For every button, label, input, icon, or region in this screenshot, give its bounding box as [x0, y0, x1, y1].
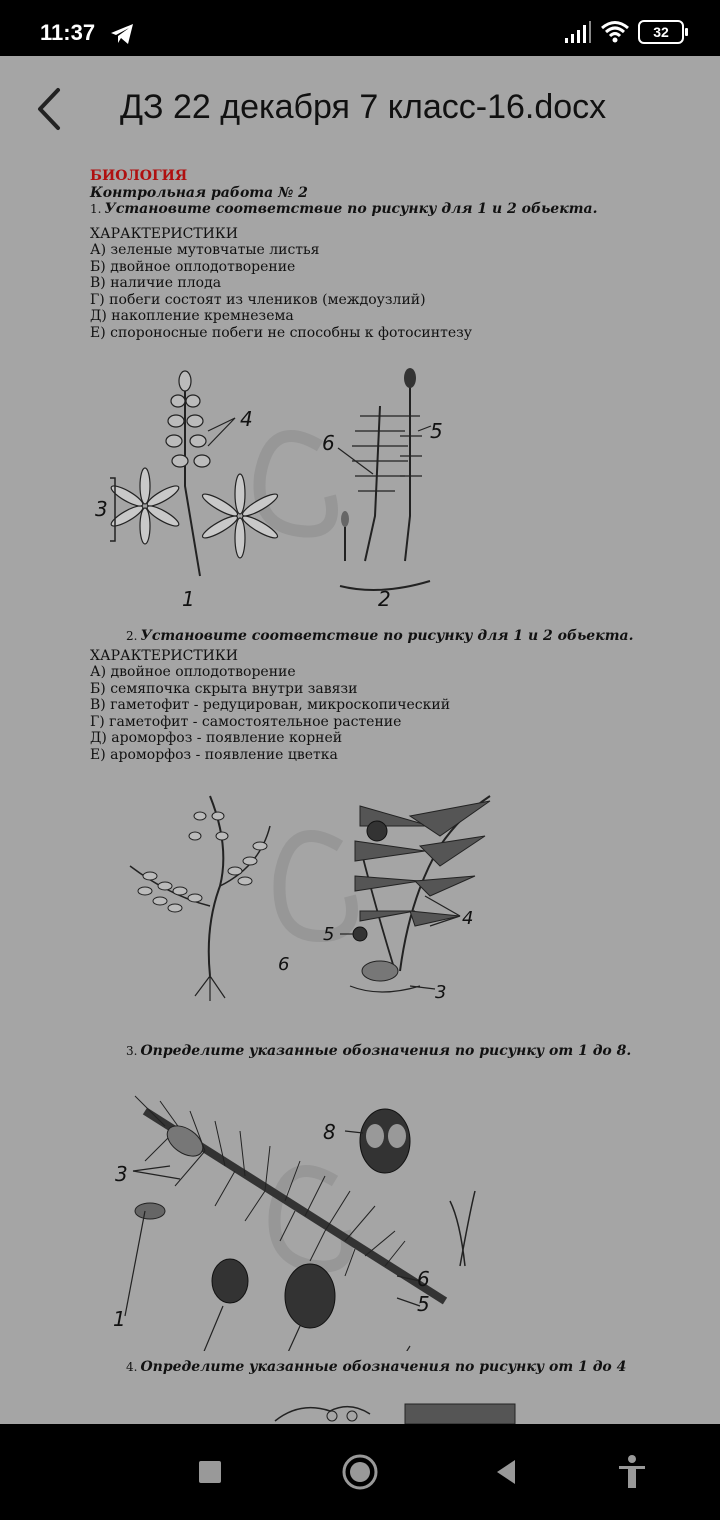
question-1: [90, 201, 650, 218]
list-item: А) зеленые мутовчатые листья: [90, 242, 320, 258]
list-item: Г) гаметофит - самостоятельное растение: [90, 713, 402, 730]
figure-label: 3: [435, 982, 447, 1003]
viewer-header: [0, 56, 720, 164]
question-number: 3.: [126, 1044, 138, 1058]
list-item: Б) двойное оплодотворение: [90, 258, 296, 275]
list-item: Е) ароморфоз - появление цветка: [90, 746, 338, 763]
figure-label: 5: [430, 419, 443, 443]
signal-icon: [564, 20, 592, 44]
status-bar: [0, 0, 720, 56]
battery-indicator: 32: [638, 20, 684, 44]
recents-button[interactable]: [188, 1450, 232, 1494]
list-item: Е) спороносные побеги не способны к фотосинтезу: [90, 324, 472, 341]
wifi-icon: [600, 20, 630, 44]
question-number: 2.: [126, 629, 138, 643]
question-text: Установите соответствие по рисунку для 1 и 2 обьекта.: [104, 201, 598, 217]
question-2-block: [90, 628, 650, 763]
list-item: Б) семяпочка скрыта внутри завязи: [90, 680, 358, 697]
document-viewer[interactable]: [0, 56, 720, 1424]
question-text: Установите соответствие по рисунку для 1 и 2 обьекта.: [140, 628, 634, 644]
question-text: Определите указанные обозначения по рисунку от 1 до 8.: [140, 1043, 632, 1059]
figure-vetch-fern: [110, 786, 510, 1006]
question-number: 1.: [90, 202, 102, 216]
status-time: 11:37: [40, 20, 96, 45]
list-item: Д) ароморфоз - появление корней: [90, 730, 343, 746]
figure-label: 6: [417, 1267, 430, 1291]
figure-label: 4: [462, 908, 474, 929]
telegram-icon: [108, 20, 136, 48]
characteristics-list-2: [90, 648, 650, 764]
figure-label: 3: [115, 1162, 128, 1186]
list-heading: ХАРАКТЕРИСТИКИ: [90, 225, 238, 242]
list-item: В) гаметофит - редуцирован, микроскопический: [90, 697, 451, 713]
figure-label: 5: [323, 924, 335, 945]
question-number: 4.: [126, 1360, 138, 1374]
figure-label: 6: [322, 431, 335, 455]
question-4: [90, 1359, 650, 1376]
accessibility-icon[interactable]: [610, 1450, 654, 1494]
list-heading: ХАРАКТЕРИСТИКИ: [90, 647, 238, 664]
back-button[interactable]: [30, 82, 74, 136]
characteristics-list-1: [90, 226, 650, 342]
figure-label: 3: [95, 497, 108, 521]
document-page: [90, 168, 650, 341]
figure-label: 8: [323, 1120, 336, 1144]
list-item: Д) накопление кремнезема: [90, 308, 294, 324]
question-4-block: [90, 1359, 650, 1376]
status-icons: [564, 20, 684, 44]
figure-pine-branch: [105, 1091, 505, 1351]
document-title: ДЗ 22 декабря 7 класс-16.docx: [120, 88, 607, 126]
figure-label: 2: [378, 587, 391, 606]
list-item: Г) побеги состоят из члеников (междоузлий): [90, 291, 426, 308]
back-nav-button[interactable]: [485, 1450, 529, 1494]
navigation-bar: [0, 1424, 720, 1520]
figure-label: 4: [240, 407, 253, 431]
figure-label: 1: [182, 587, 195, 606]
question-3-block: [90, 1043, 650, 1060]
figure-label: 1: [113, 1307, 126, 1331]
figure-label: 6: [278, 954, 290, 975]
list-item: А) двойное оплодотворение: [90, 664, 296, 680]
list-item: В) наличие плода: [90, 275, 222, 291]
home-button[interactable]: [338, 1450, 382, 1494]
question-text: Определите указанные обозначения по рисунку от 1 до 4: [140, 1359, 627, 1375]
figure-lupine-horsetail: [90, 356, 570, 606]
work-title: Контрольная работа № 2: [90, 184, 308, 201]
question-2: [90, 628, 650, 645]
figure-label: 5: [417, 1292, 430, 1316]
subject-heading: БИОЛОГИЯ: [90, 168, 188, 184]
figure-partial: [270, 1396, 530, 1424]
question-3: [90, 1043, 650, 1060]
